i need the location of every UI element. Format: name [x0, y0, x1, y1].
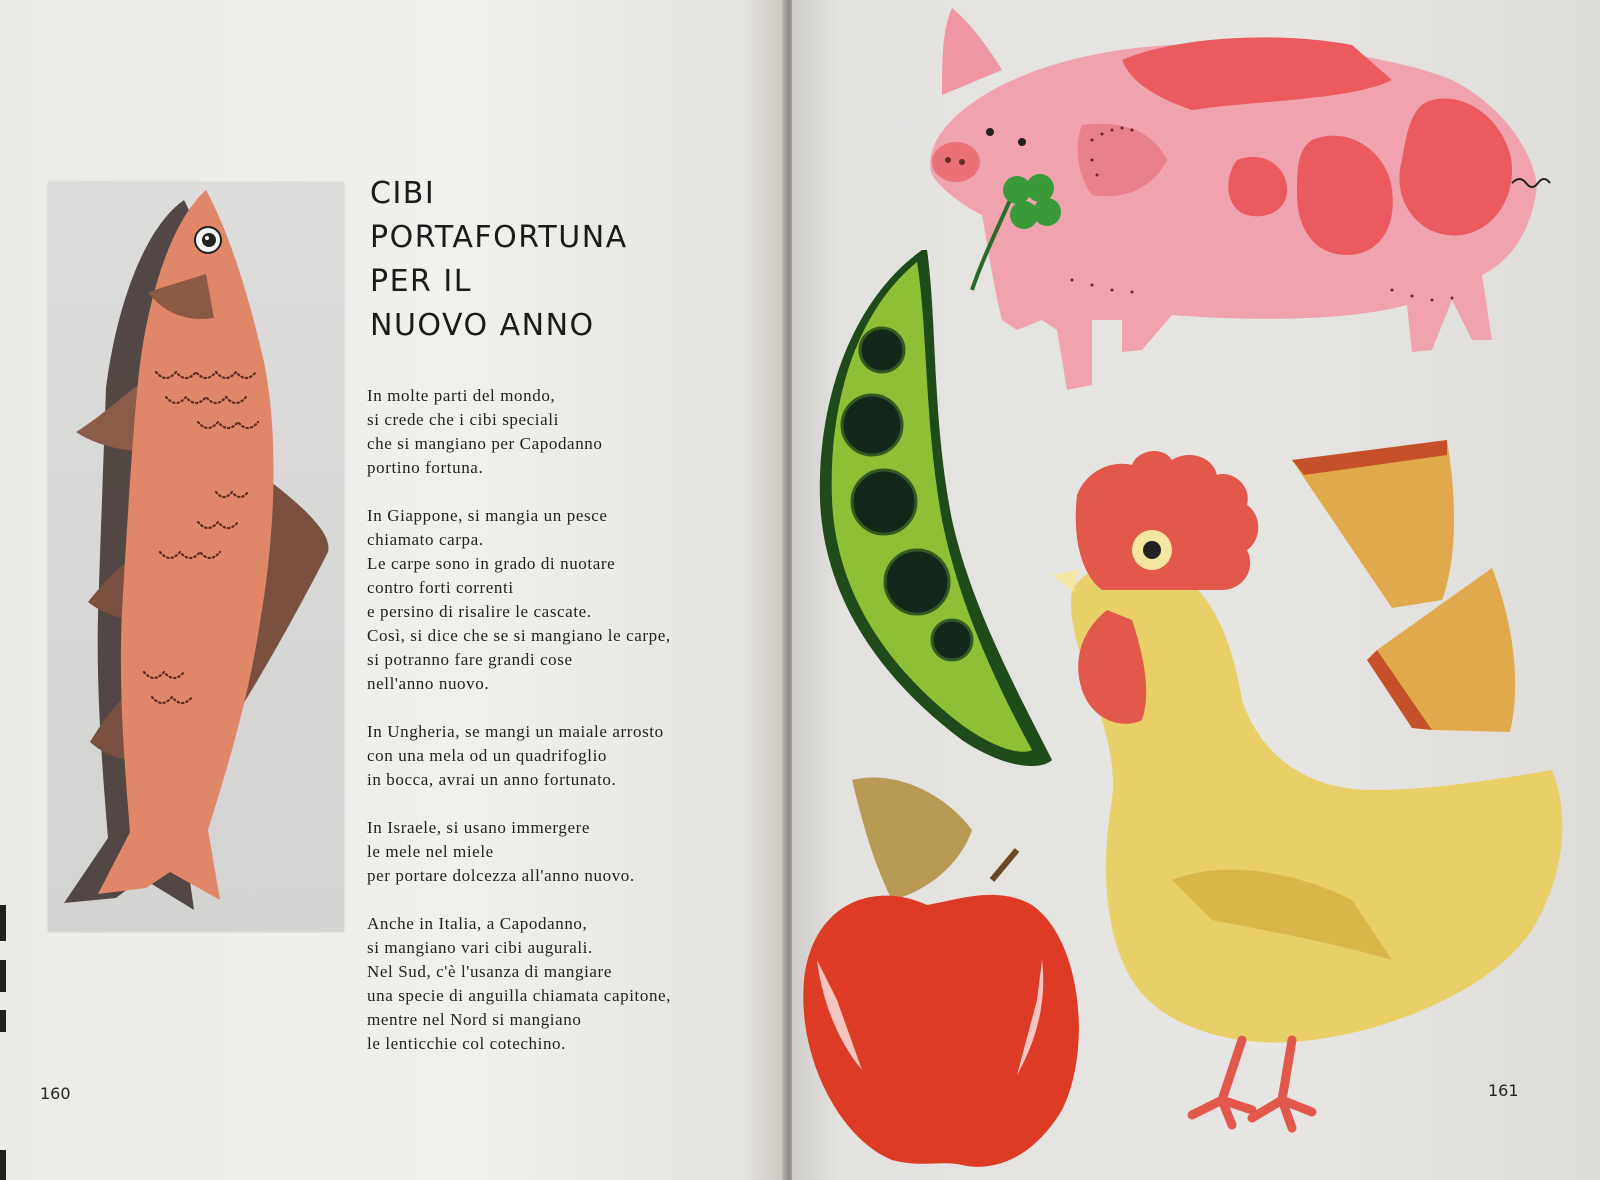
page-edge-mark	[0, 1150, 6, 1180]
text-line: In molte parti del mondo,	[367, 386, 556, 405]
paragraph-japan	[367, 504, 767, 696]
cheese-wedges-illustration	[1292, 440, 1515, 732]
paragraph-israel	[367, 816, 767, 888]
page-edge-mark	[0, 905, 6, 941]
title-line: CIBI	[370, 176, 436, 211]
text-line: contro forti correnti	[367, 578, 514, 597]
text-line: mentre nel Nord si mangiano	[367, 1010, 582, 1029]
text-line: una specie di anguilla chiamata capitone,	[367, 986, 672, 1005]
text-line: in bocca, avrai un anno fortunato.	[367, 770, 617, 789]
left-page	[0, 0, 788, 1180]
fish-illustration-panel	[48, 182, 344, 932]
text-line: le lenticchie col cotechino.	[367, 1034, 566, 1053]
text-line: con una mela od un quadrifoglio	[367, 746, 608, 765]
text-line: le mele nel miele	[367, 842, 494, 861]
text-line: si crede che i cibi speciali	[367, 410, 559, 429]
rooster-illustration	[1052, 451, 1562, 1128]
body-text	[367, 384, 767, 1080]
pig-illustration	[930, 8, 1550, 390]
lucky-foods-illustrations	[792, 0, 1600, 1180]
text-line: nell'anno nuovo.	[367, 674, 490, 693]
page-edge-mark	[0, 960, 6, 992]
title-line: PER IL	[370, 264, 472, 299]
right-page	[792, 0, 1600, 1180]
page-number-left: 160	[40, 1084, 71, 1103]
text-line: In Giappone, si mangia un pesce	[367, 506, 608, 525]
text-line: In Israele, si usano immergere	[367, 818, 591, 837]
title-line: NUOVO ANNO	[370, 308, 595, 343]
text-line: si mangiano vari cibi augurali.	[367, 938, 593, 957]
text-line: Così, si dice che se si mangiano le carpe,	[367, 626, 671, 645]
paragraph-hungary	[367, 720, 767, 792]
carp-fish-illustration	[48, 182, 344, 932]
page-edge-mark	[0, 1010, 6, 1032]
title-line: PORTAFORTUNA	[370, 220, 628, 255]
apple-illustration	[803, 777, 1079, 1166]
text-line: Anche in Italia, a Capodanno,	[367, 914, 588, 933]
paragraph-italy	[367, 912, 767, 1056]
text-line: che si mangiano per Capodanno	[367, 434, 603, 453]
paragraph-intro	[367, 384, 767, 480]
page-title	[370, 172, 628, 348]
text-line: Le carpe sono in grado di nuotare	[367, 554, 616, 573]
text-line: per portare dolcezza all'anno nuovo.	[367, 866, 635, 885]
text-line: chiamato carpa.	[367, 530, 484, 549]
text-line: Nel Sud, c'è l'usanza di mangiare	[367, 962, 612, 981]
page-number-right: 161	[1488, 1081, 1519, 1100]
text-line: In Ungheria, se mangi un maiale arrosto	[367, 722, 664, 741]
text-line: e persino di risalire le cascate.	[367, 602, 592, 621]
text-line: portino fortuna.	[367, 458, 484, 477]
text-line: si potranno fare grandi cose	[367, 650, 573, 669]
